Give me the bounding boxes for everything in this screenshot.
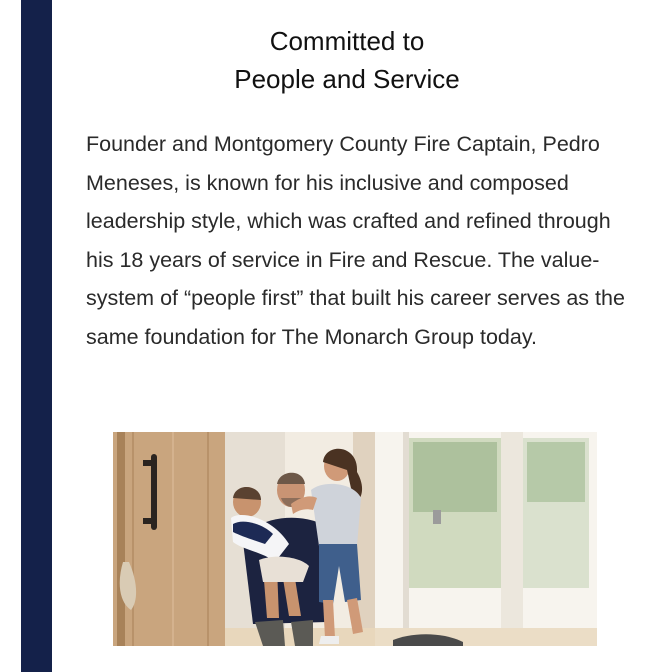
heading-line-2: People and Service — [234, 64, 460, 94]
section-heading — [52, 22, 642, 98]
family-greeting-photo — [113, 432, 597, 646]
founder-paragraph: Founder and Montgomery County Fire Captain, Pedro Meneses, is known for his inclusive and composed leadership style, which was crafted and refined through his 18 years of service in Fire and Rescue. The value-system of “people first” that built his career serves as the same foundation for The Monarch Group today. — [86, 132, 625, 349]
navy-side-bar — [21, 0, 52, 672]
heading-line-1: Committed to — [269, 26, 425, 56]
